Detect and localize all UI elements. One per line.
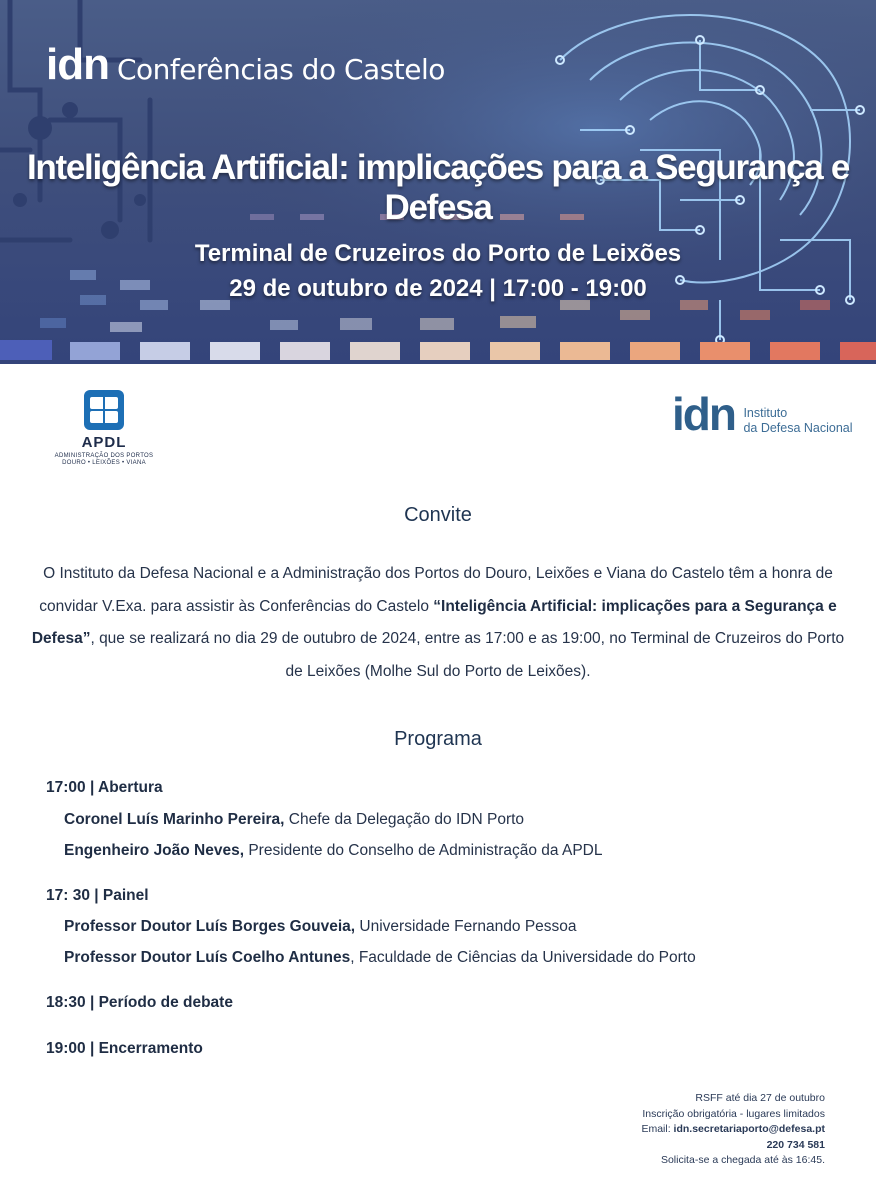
speaker-role: , Faculdade de Ciências da Universidade do Porto (350, 949, 696, 966)
invitation-event-title: “Inteligência Artificial: implicações para a Segurança e Defesa” (31, 597, 837, 647)
contact-phone (641, 1138, 825, 1154)
idn-logo-letters: idn (672, 388, 735, 440)
idn-logo-label (743, 406, 852, 436)
program-speaker (64, 949, 696, 967)
speaker-role: Universidade Fernando Pessoa (355, 918, 577, 935)
email-label: Email: (641, 1123, 674, 1135)
contact-phone-number: 220 734 581 (766, 1138, 825, 1151)
idn-logo-line-2: da Defesa Nacional (743, 421, 853, 435)
contact-email-line (641, 1122, 825, 1138)
program-slot-opening: 17:00 | Abertura (46, 779, 163, 796)
program-slot-closing: 19:00 | Encerramento (46, 1040, 203, 1057)
apdl-logo (46, 390, 162, 467)
program-speaker (64, 842, 602, 860)
program-speaker (64, 918, 577, 936)
contact-email-link[interactable]: idn.secretariaporto@defesa.pt (673, 1123, 825, 1135)
program-heading: Programa (394, 728, 482, 750)
apdl-name: APDL (81, 434, 127, 451)
program-slot-panel: 17: 30 | Painel (46, 887, 149, 904)
program-speaker (64, 811, 524, 829)
rsvp-footer (641, 1091, 825, 1169)
invitation-text-part-1: O Instituto da Defesa Nacional e a Administração dos Portos do Douro, Leixões e Viana do Castelo têm a honra de convidar V.Exa. para assistir às Conferências do Castelo (39, 565, 833, 615)
invitation-text-part-2: , que se realizará no dia 29 de outubro de 2024, entre as 17:00 e as 19:00, no Terminal de Cruzeiros do Porto de Leixões (Molhe Sul do Porto de Leixões). (90, 630, 845, 680)
apdl-emblem-icon (84, 390, 124, 430)
speaker-name: Professor Doutor Luís Coelho Antunes (64, 949, 351, 966)
conference-series-name: Conferências do Castelo (116, 53, 445, 86)
conference-brand (46, 40, 445, 90)
program-slot-debate: 18:30 | Período de debate (46, 994, 233, 1011)
idn-logo (672, 388, 853, 440)
apdl-subtitle (46, 453, 162, 467)
header-banner (0, 0, 876, 364)
arrival-note: Solicita-se a chegada até às 16:45. (660, 1154, 825, 1166)
invitation-heading: Convite (404, 504, 472, 526)
idn-wordmark: idn (46, 40, 109, 89)
event-datetime: 29 de outubro de 2024 | 17:00 - 19:00 (229, 275, 647, 302)
registration-note: Inscrição obrigatória - lugares limitados (642, 1107, 825, 1120)
event-title: Inteligência Artificial: implicações para a Segurança e Defesa (27, 148, 849, 227)
apdl-subtitle-line-1: ADMINISTRAÇÃO DOS PORTOS (54, 453, 154, 459)
speaker-name: Professor Doutor Luís Borges Gouveia, (64, 918, 356, 935)
speaker-role: Chefe da Delegação do IDN Porto (284, 811, 525, 828)
rsvp-deadline: RSFF até dia 27 de outubro (695, 1092, 825, 1104)
idn-logo-line-1: Instituto (743, 406, 788, 420)
apdl-subtitle-line-2: DOURO • LEIXÕES • VIANA (62, 460, 146, 466)
speaker-role: Presidente do Conselho de Administração da APDL (244, 842, 603, 859)
invitation-text (30, 558, 846, 688)
speaker-name: Coronel Luís Marinho Pereira, (64, 811, 285, 828)
speaker-name: Engenheiro João Neves, (64, 842, 245, 859)
event-venue: Terminal de Cruzeiros do Porto de Leixões (194, 240, 682, 267)
